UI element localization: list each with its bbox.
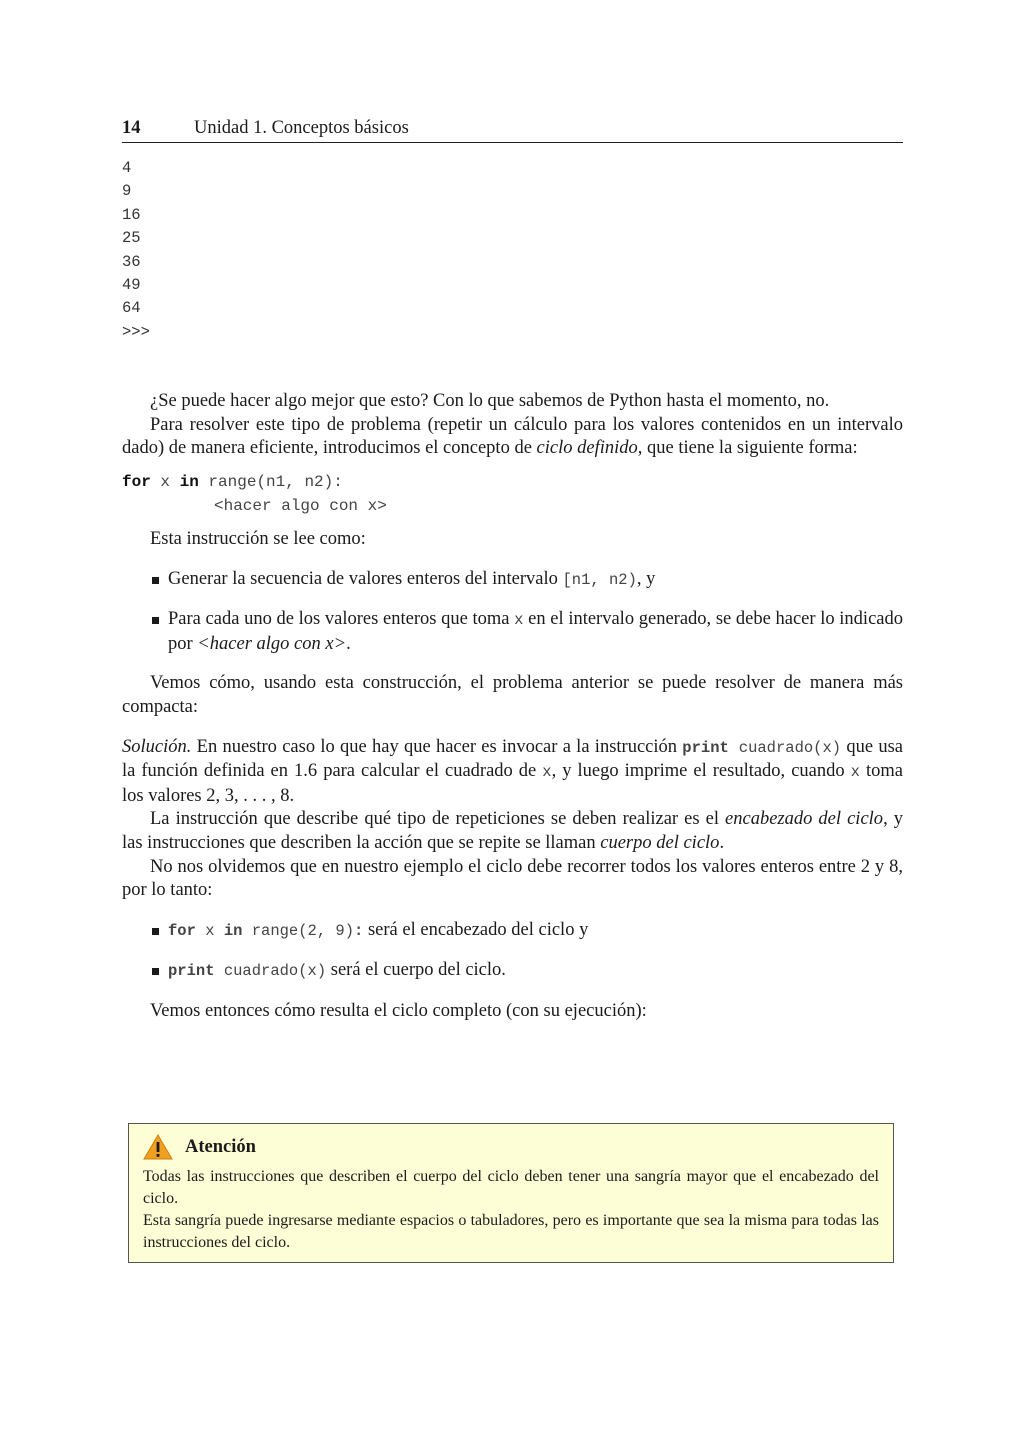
- output-line: >>>: [122, 322, 150, 341]
- paragraph-ciclo-completo: Vemos entonces cómo resulta el ciclo completo (con su ejecución):: [150, 1001, 647, 1021]
- output-line: 64: [122, 299, 141, 318]
- warning-icon: [143, 1134, 173, 1160]
- bullet-list-1: [122, 568, 903, 657]
- output-line: 9: [122, 182, 132, 201]
- paragraph-lee-como: Esta instrucción se lee como:: [150, 529, 366, 550]
- page-header: [122, 118, 903, 143]
- square-bullet-icon: [152, 617, 159, 624]
- note-title: Atención: [143, 1134, 879, 1160]
- list-item: print cuadrado(x) será el cuerpo del ciclo.: [122, 959, 903, 984]
- page-number: 14: [122, 118, 141, 138]
- code-output: [122, 157, 903, 344]
- bullet-list-2: [122, 919, 903, 984]
- code-block-for: [122, 471, 903, 518]
- code-line-1: for x in range(n1, n2):: [122, 472, 343, 491]
- paragraph-recorrer: No nos olvidemos que en nuestro ejemplo el ciclo debe recorrer todos los valores enteros entre 2 y 8, por lo tanto:: [122, 856, 903, 901]
- output-line: 4: [122, 159, 132, 177]
- output-line: 49: [122, 275, 141, 294]
- output-line: 25: [122, 229, 141, 248]
- output-line: 36: [122, 252, 141, 271]
- square-bullet-icon: [152, 577, 159, 584]
- list-item: for x in range(2, 9): será el encabezado del ciclo y: [122, 919, 903, 944]
- solution-label: Solución.: [122, 736, 192, 757]
- list-item: Para cada uno de los valores enteros que toma x en el intervalo generado, se debe hacer lo indicado por <hacer algo con x>.: [122, 608, 903, 656]
- output-line: 16: [122, 205, 141, 224]
- code-line-2: <hacer algo con x>: [214, 496, 387, 515]
- paragraph-encabezado: La instrucción que describe qué tipo de repeticiones se deben realizar es el encabezado del ciclo, y las instrucciones que describen la acción que se repite se llaman cuerpo del ciclo.: [122, 809, 904, 854]
- note-line-1: Todas las instrucciones que describen el cuerpo del ciclo deben tener una sangría mayor que el encabezado del ciclo.: [143, 1168, 879, 1207]
- paragraph-construccion: Vemos cómo, usando esta construcción, el problema anterior se puede resolver de manera más compacta:: [122, 673, 903, 718]
- paragraph-solucion: Solución. En nuestro caso lo que hay que hacer es invocar a la instrucción print cuadrado(x) que usa la función definida en 1.6 para calcular el cuadrado de x, y luego imprime el resultado, cuando x toma los valores 2, 3, . . . , 8.: [122, 736, 903, 806]
- square-bullet-icon: [152, 928, 159, 935]
- attention-note: [128, 1123, 894, 1263]
- square-bullet-icon: [152, 968, 159, 975]
- page-content: [122, 118, 903, 1024]
- chapter-title: Unidad 1. Conceptos básicos: [194, 118, 409, 138]
- term-ciclo-definido: ciclo definido: [536, 438, 638, 459]
- paragraph-intro-ciclo: Para resolver este tipo de problema (repetir un cálculo para los valores contenidos en un intervalo dado) de manera eficiente, introducimos el concepto de ciclo definido, que tiene la siguiente forma:: [122, 414, 903, 459]
- note-line-2: Esta sangría puede ingresarse mediante espacios o tabuladores, pero es importante que sea la misma para todas las instrucciones del ciclo.: [143, 1212, 879, 1251]
- paragraph-question: ¿Se puede hacer algo mejor que esto? Con lo que sabemos de Python hasta el momento, no.: [150, 391, 830, 412]
- list-item: Generar la secuencia de valores enteros del intervalo [n1, n2), y: [122, 568, 903, 593]
